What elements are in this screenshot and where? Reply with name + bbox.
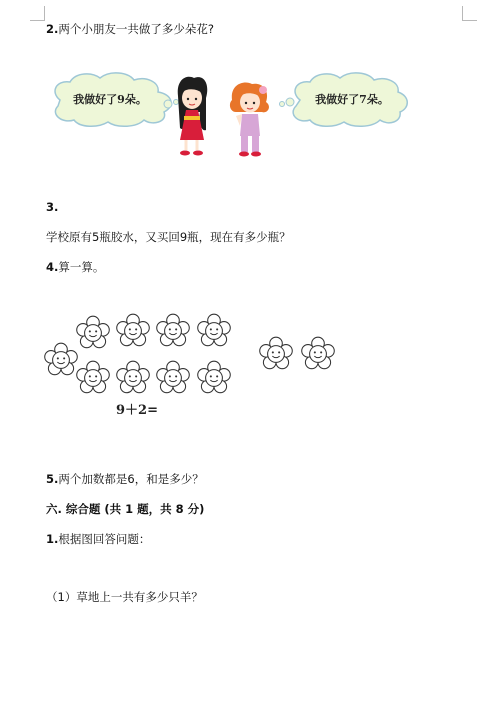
question-5 [46, 472, 204, 486]
flower-icon-group-2 [260, 337, 293, 369]
flower-icon-group-1 [45, 343, 78, 375]
question-number: 2. [46, 22, 59, 36]
question-number: 1. [46, 532, 59, 546]
section-6-question-1 [46, 532, 150, 546]
speech-bubble-right-text: 我做好了7朵。 [315, 93, 389, 106]
flower-icon-group-1 [157, 314, 190, 346]
question-3-text: 学校原有5瓶胶水，又买回9瓶，现在有多少瓶？ [46, 230, 291, 244]
question-number: 4. [46, 260, 59, 274]
flower-icon-group-1 [117, 314, 150, 346]
question-number: 3. [46, 200, 59, 214]
question-text: 两个加数都是6，和是多少？ [58, 472, 204, 486]
section-6-heading: 六. 综合题 (共 1 题，共 8 分) [46, 502, 205, 516]
question-text: 两个小朋友一共做了多少朵花? [58, 22, 214, 36]
flower-icon-group-1 [157, 361, 190, 393]
speech-bubble-left-text: 我做好了9朵。 [73, 93, 147, 106]
flower-icon-group-1 [198, 361, 231, 393]
question-number: 5. [46, 472, 59, 486]
flower-icon-group-1 [117, 361, 150, 393]
question-text: 算一算。 [58, 260, 105, 274]
equation: 9＋2= [116, 403, 158, 418]
question-text: 根据图回答问题： [58, 532, 151, 546]
flower-icon-group-1 [77, 316, 110, 348]
flower-icon-group-1 [198, 314, 231, 346]
section-6-sub-question-1: （1）草地上一共有多少只羊？ [46, 590, 203, 604]
flower-icon-group-1 [77, 361, 110, 393]
flower-icon-group-2 [302, 337, 335, 369]
